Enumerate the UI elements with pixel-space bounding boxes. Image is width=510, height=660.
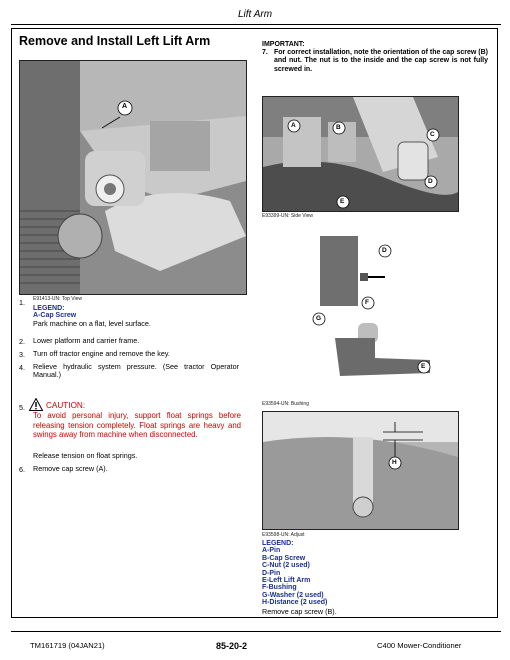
step-7-text: For correct installation, note the orientation of the cap screw (B) and nut. The nut is to the inside and the cap screw is not fully screwed in. bbox=[274, 49, 488, 73]
callout-a-side: A bbox=[291, 122, 296, 129]
callout-d-side: D bbox=[428, 178, 433, 185]
right-legend bbox=[262, 540, 337, 616]
step-3-text: Turn off tractor engine and remove the key. bbox=[33, 349, 170, 358]
photo-side-view-caption: E93399-UN: Side View bbox=[262, 213, 314, 219]
step-4-number: 4. bbox=[19, 363, 25, 372]
photo-top-view bbox=[19, 60, 247, 295]
step-1-number: 1. bbox=[19, 298, 25, 307]
right-legend-heading: LEGEND: bbox=[262, 540, 294, 547]
footer-doc-id: TM161719 (04JAN21) bbox=[30, 641, 105, 650]
callout-e: E bbox=[421, 363, 426, 370]
step-6-number: 6. bbox=[19, 465, 25, 474]
footer-product: C400 Mower-Conditioner bbox=[377, 641, 462, 650]
legend-item: H-Distance (2 used) bbox=[262, 599, 328, 607]
callout-a: A bbox=[122, 103, 128, 110]
callout-e-side: E bbox=[340, 198, 345, 205]
legend-item: F-Bushing bbox=[262, 584, 297, 592]
legend-item: B-Cap Screw bbox=[262, 554, 306, 562]
caution-followup: Release tension on float springs. bbox=[33, 451, 138, 460]
page-title: Remove and Install Left Lift Arm bbox=[19, 34, 211, 48]
step-3-number: 3. bbox=[19, 350, 25, 359]
caution-title: CAUTION: bbox=[46, 401, 86, 410]
callout-f: F bbox=[365, 299, 369, 306]
header-rule bbox=[11, 24, 501, 25]
left-legend-heading: LEGEND: bbox=[33, 305, 65, 312]
important-title: IMPORTANT: bbox=[262, 41, 305, 48]
legend-item: G-Washer (2 used) bbox=[262, 591, 324, 599]
callout-h: H bbox=[392, 459, 397, 466]
legend-item: D-Pin bbox=[262, 569, 281, 577]
step-5-number: 5. bbox=[19, 403, 25, 412]
diagram-bushing bbox=[300, 228, 440, 398]
caution-triangle-icon bbox=[29, 398, 43, 411]
legend-item: C-Nut (2 used) bbox=[262, 562, 310, 570]
photo-side-view bbox=[262, 96, 459, 212]
step-6-text: Remove cap screw (A). bbox=[33, 464, 108, 473]
photo-adjust-caption: E93598-UN: Adjust bbox=[262, 532, 305, 538]
legend-item: E-Left Lift Arm bbox=[262, 577, 311, 585]
step-7-number: 7. bbox=[262, 49, 268, 56]
callout-g: G bbox=[316, 315, 322, 322]
photo-top-view-caption: E91413-UN: Top View bbox=[33, 296, 83, 302]
legend-item: A-Pin bbox=[262, 547, 281, 555]
footer-page-number: 85-20-2 bbox=[216, 641, 248, 651]
step-4-text: Relieve hydraulic system pressure. (See tractor Operator Manual.) bbox=[33, 362, 239, 380]
callout-d: D bbox=[382, 247, 387, 254]
callout-b: B bbox=[336, 124, 341, 131]
section-header: Lift Arm bbox=[237, 9, 273, 20]
footer-rule bbox=[11, 631, 501, 632]
callout-c: C bbox=[430, 131, 435, 138]
step-2-text: Lower platform and carrier frame. bbox=[33, 336, 140, 345]
photo-adjust bbox=[262, 411, 459, 530]
caution-text: To avoid personal injury, support float springs before releasing tension completely. Float springs are heavy and swings away from machine when disconnected. bbox=[33, 411, 241, 440]
step-1-text: Park machine on a flat, level surface. bbox=[33, 319, 151, 328]
photo-bushing-caption: E93594-UN: Bushing bbox=[262, 401, 309, 407]
after-legend-text: Remove cap screw (B). bbox=[262, 606, 337, 616]
step-2-number: 2. bbox=[19, 337, 25, 346]
left-legend-item: A-Cap Screw bbox=[33, 312, 77, 319]
